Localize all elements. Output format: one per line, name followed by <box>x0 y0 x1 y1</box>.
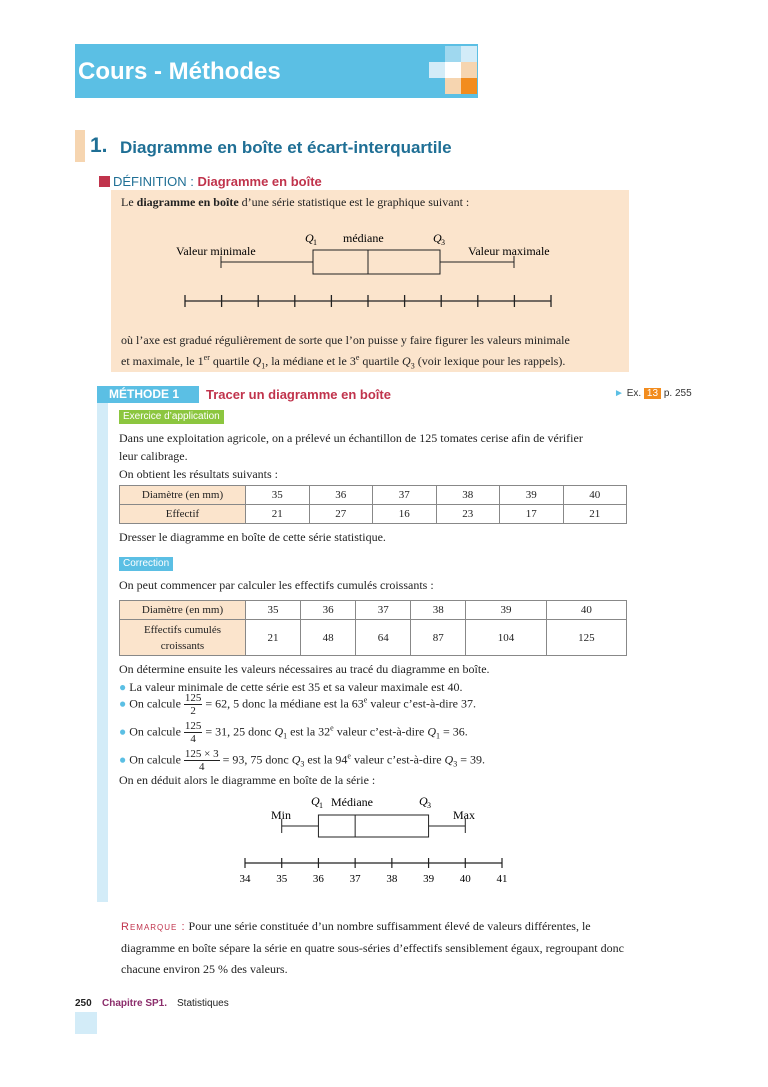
methode-tag-label: MÉTHODE 1 <box>109 387 180 401</box>
box-axis-tick-label: 39 <box>423 873 435 885</box>
remark-label: Remarque : <box>121 921 186 933</box>
box-max-label: Max <box>453 808 475 822</box>
boxplot-chart <box>230 790 530 890</box>
remark <box>121 916 631 980</box>
correction-tag: Correction <box>119 557 173 571</box>
box-axis-tick-label: 41 <box>496 873 508 885</box>
exercise-reference[interactable]: ► Ex. 13 p. 255 <box>614 388 692 399</box>
footer-chapter: Chapitre SP1. <box>102 998 168 1009</box>
def-axis <box>185 295 551 307</box>
page-number: 250 <box>75 998 92 1009</box>
section-title: Diagramme en boîte et écart-interquartile <box>120 138 452 157</box>
triangle-right-icon: ► <box>614 388 624 399</box>
definition-intro: Le diagramme en boîte d’une série statistique est le graphique suivant : <box>121 195 470 209</box>
table-header-diametre: Diamètre (en mm) <box>120 486 246 505</box>
box-q3-sub: 3 <box>427 801 431 810</box>
box-q3-label: Q <box>419 794 428 808</box>
question-text: Dresser le diagramme en boîte de cette série statistique. <box>119 530 386 544</box>
section-number: 1. <box>90 134 108 157</box>
box-rect <box>318 815 428 837</box>
cumulative-table <box>119 600 627 656</box>
box-axis-tick-label: 37 <box>349 873 361 885</box>
bullet-2: ● On calcule $\frac{125}{2}$ = 62, 5 donc la médiane est la 63e valeur c’est-à-dire 37. <box>119 692 476 717</box>
footer-decoration <box>75 1012 97 1034</box>
correction-intro: On peut commencer par calculer les effectifs cumulés croissants : <box>119 578 434 592</box>
definition-label: DÉFINITION : Diagramme en boîte <box>113 174 322 189</box>
deduce-text: On en déduit alors le diagramme en boîte de la série : <box>119 773 376 787</box>
bullet-3: ● On calcule $\frac{125}{4}$ = 31, 25 donc $Q_1$ est la 32e valeur c’est-à-dire $Q_1 = 36$. <box>119 720 468 745</box>
def-mediane-label: médiane <box>343 231 384 245</box>
table-row: Diamètre (en mm) 35 36 37 38 39 40 <box>120 601 627 620</box>
page-title: Cours - Méthodes <box>78 58 281 85</box>
bullet-1: ● La valeur minimale de cette série est 35 et sa valeur maximale est 40. <box>119 680 463 694</box>
table-header-effectif: Effectif <box>120 505 246 524</box>
box-min-label: Min <box>271 808 292 822</box>
exercise-text-2: leur calibrage. <box>119 449 188 463</box>
table-row: Effectif 21 27 16 23 17 21 <box>120 505 627 524</box>
box-axis-tick-label: 35 <box>276 873 288 885</box>
box-axis-tick-label: 36 <box>312 873 324 885</box>
box-axis-tick-label: 34 <box>239 873 251 885</box>
def-q1-label: Q <box>305 231 314 245</box>
def-min-label: Valeur minimale <box>176 244 256 258</box>
def-q3-sub: 3 <box>441 238 445 247</box>
determine-text: On détermine ensuite les valeurs nécessaires au tracé du diagramme en boîte. <box>119 662 490 676</box>
box-q1-sub: 1 <box>319 801 323 810</box>
data-table <box>119 485 627 524</box>
box-axis-tick-label: 40 <box>459 873 471 885</box>
exercise-text-1: Dans une exploitation agricole, on a prélevé un échantillon de 125 tomates cerise afin de vérifier <box>119 431 583 445</box>
box-axis <box>240 858 508 885</box>
table-row: Effectifs cumulés croissants 21 48 64 87 104 125 <box>120 620 627 656</box>
bullet-4: ● On calcule $\frac{125 \times 3}{4}$ = 93, 75 donc $Q_3$ est la 94e valeur c’est-à-dire $Q_3 = 39$. <box>119 748 485 773</box>
def-max-label: Valeur maximale <box>468 244 550 258</box>
definition-marker <box>99 176 110 187</box>
box-axis-tick-label: 38 <box>386 873 398 885</box>
definition-footnote-2: et maximale, le 1er quartile $Q_1$, la médiane et le 3e quartile $Q_3$ (voir lexique pour les rappels). <box>121 353 566 371</box>
definition-boxplot-diagram <box>111 225 629 310</box>
def-q1-sub: 1 <box>313 238 317 247</box>
remark-text: Pour une série constituée d’un nombre suffisamment élevé de valeurs différentes, le diagramme en boîte sépare la série en quatre sous-séries d’effectifs sensiblement égaux, regroupant donc chacune environ 25 % des valeurs. <box>121 919 624 976</box>
box-q1-label: Q <box>311 794 320 808</box>
exercise-text-3: On obtient les résultats suivants : <box>119 467 278 481</box>
definition-footnote-1: où l’axe est gradué régulièrement de sorte que l’on puisse y faire figurer les valeurs minimale <box>121 333 570 347</box>
box-median-label: Médiane <box>331 795 373 809</box>
methode-title: Tracer un diagramme en boîte <box>206 387 391 402</box>
box-marks <box>282 815 466 837</box>
methode-sidebar <box>97 386 108 902</box>
exercise-number: 13 <box>644 388 661 399</box>
section-bar <box>75 130 85 162</box>
table-row: Diamètre (en mm) 35 36 37 38 39 40 <box>120 486 627 505</box>
footer-title: Statistiques <box>177 998 229 1009</box>
def-q3-label: Q <box>433 231 442 245</box>
exercise-tag: Exercice d’application <box>119 410 224 424</box>
